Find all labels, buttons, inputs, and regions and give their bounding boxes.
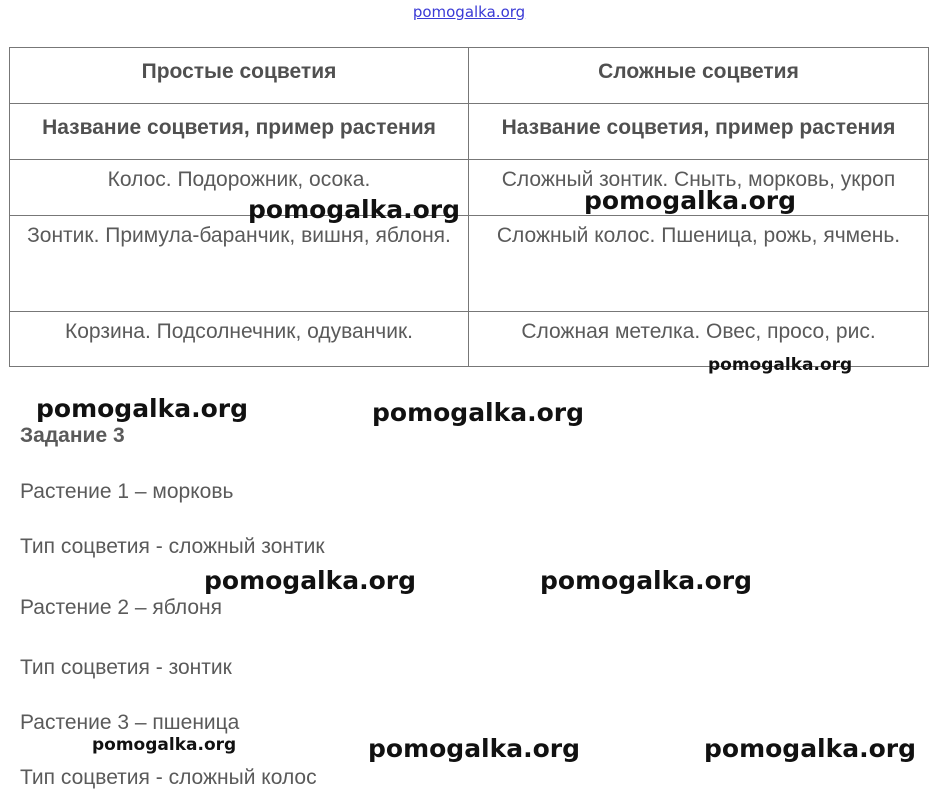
watermark: pomogalka.org — [708, 355, 853, 375]
cell-simple: Колос. Подорожник, осока. — [10, 160, 469, 216]
task-line: Тип соцветия - сложный зонтик — [20, 535, 325, 558]
header-simple: Простые соцветия — [10, 48, 469, 104]
watermark: pomogalka.org — [540, 566, 753, 595]
site-link[interactable]: pomogalka.org — [412, 3, 526, 21]
cell-complex: Сложный зонтик. Сныть, морковь, укроп — [469, 160, 929, 216]
task-line: Растение 2 – яблоня — [20, 596, 223, 619]
task-title: Задание 3 — [20, 424, 125, 447]
cell-complex: Сложная метелка. Овес, просо, рис. — [469, 312, 929, 367]
task-line: Тип соцветия - сложный колос — [20, 766, 317, 789]
watermark: pomogalka.org — [368, 734, 581, 763]
cell-complex: Сложный колос. Пшеница, рожь, ячмень. — [469, 216, 929, 312]
table-subheader-row — [10, 104, 929, 160]
watermark: pomogalka.org — [92, 735, 237, 755]
task-line: Растение 1 – морковь — [20, 480, 234, 503]
task-line: Тип соцветия - зонтик — [20, 656, 232, 679]
table-header-row — [10, 48, 929, 104]
task-line: Растение 3 – пшеница — [20, 711, 240, 734]
subheader-complex: Название соцветия, пример растения — [469, 104, 929, 160]
cell-simple: Зонтик. Примула-баранчик, вишня, яблоня. — [10, 216, 469, 312]
watermark: pomogalka.org — [248, 195, 461, 224]
subheader-simple: Название соцветия, пример растения — [10, 104, 469, 160]
table-row — [10, 216, 929, 312]
header-complex: Сложные соцветия — [469, 48, 929, 104]
cell-simple: Корзина. Подсолнечник, одуванчик. — [10, 312, 469, 367]
watermark: pomogalka.org — [372, 398, 585, 427]
watermark: pomogalka.org — [204, 566, 417, 595]
watermark: pomogalka.org — [704, 734, 917, 763]
watermark: pomogalka.org — [36, 394, 249, 423]
watermark: pomogalka.org — [584, 186, 797, 215]
